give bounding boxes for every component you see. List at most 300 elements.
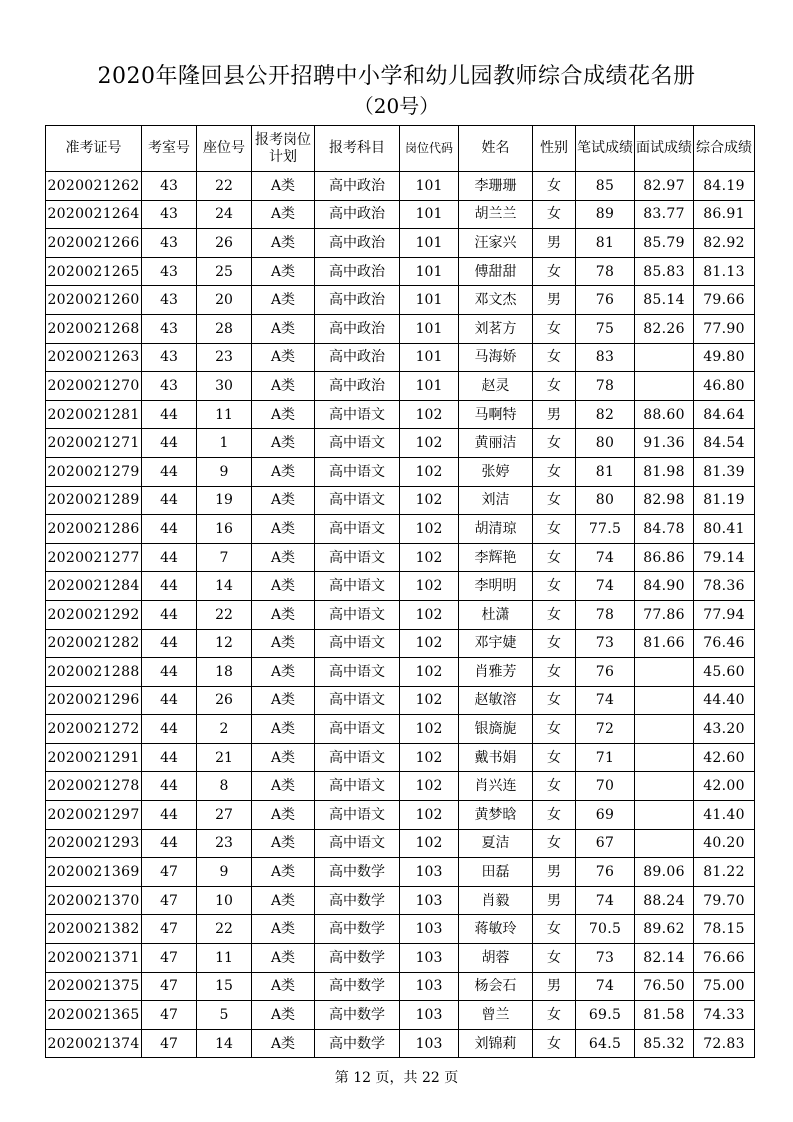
position-code-cell: 101 (400, 172, 459, 201)
written-score-cell: 81 (576, 229, 635, 258)
room-cell: 44 (142, 801, 197, 830)
subject-cell: 高中语文 (315, 457, 400, 486)
gender-cell: 女 (533, 1029, 576, 1058)
room-cell: 47 (142, 972, 197, 1001)
page-footer: 第 12 页，共 22 页 (334, 1070, 459, 1086)
subject-cell: 高中数学 (315, 858, 400, 887)
gender-cell: 女 (533, 915, 576, 944)
interview-score-cell: 81.58 (635, 1001, 694, 1030)
name-cell: 银旖旎 (459, 715, 533, 744)
gender-cell: 女 (533, 543, 576, 572)
written-score-cell: 70 (576, 772, 635, 801)
exam-id-cell: 2020021284 (46, 572, 142, 601)
position-code-cell: 103 (400, 972, 459, 1001)
room-cell: 44 (142, 743, 197, 772)
room-cell: 44 (142, 658, 197, 687)
position-code-cell: 102 (400, 801, 459, 830)
interview-score-cell: 89.06 (635, 858, 694, 887)
name-cell: 马海娇 (459, 343, 533, 372)
subject-cell: 高中语文 (315, 400, 400, 429)
seat-cell: 8 (197, 772, 252, 801)
page-subtitle: （20号） (353, 94, 440, 118)
interview-score-cell: 83.77 (635, 200, 694, 229)
seat-cell: 15 (197, 972, 252, 1001)
written-score-cell: 74 (576, 686, 635, 715)
total-score-cell: 46.80 (694, 372, 755, 401)
room-cell: 43 (142, 172, 197, 201)
header-subject: 报考科目 (315, 126, 400, 172)
position-plan-cell: A类 (252, 343, 315, 372)
position-plan-cell: A类 (252, 429, 315, 458)
name-cell: 邓文杰 (459, 286, 533, 315)
exam-id-cell: 2020021272 (46, 715, 142, 744)
interview-score-cell (635, 686, 694, 715)
gender-cell: 女 (533, 372, 576, 401)
room-cell: 47 (142, 858, 197, 887)
total-score-cell: 78.15 (694, 915, 755, 944)
exam-id-cell: 2020021262 (46, 172, 142, 201)
interview-score-cell: 85.79 (635, 229, 694, 258)
total-score-cell: 82.92 (694, 229, 755, 258)
gender-cell: 女 (533, 172, 576, 201)
subject-cell: 高中数学 (315, 972, 400, 1001)
written-score-cell: 70.5 (576, 915, 635, 944)
written-score-cell: 78 (576, 257, 635, 286)
table-row (46, 1001, 755, 1030)
table-body (46, 172, 755, 1058)
table-row (46, 515, 755, 544)
position-code-cell: 102 (400, 486, 459, 515)
interview-score-cell: 82.98 (635, 486, 694, 515)
name-cell: 肖兴连 (459, 772, 533, 801)
table-row (46, 600, 755, 629)
name-cell: 汪家兴 (459, 229, 533, 258)
position-code-cell: 103 (400, 858, 459, 887)
seat-cell: 30 (197, 372, 252, 401)
written-score-cell: 74 (576, 572, 635, 601)
seat-cell: 9 (197, 457, 252, 486)
exam-id-cell: 2020021277 (46, 543, 142, 572)
table-row (46, 200, 755, 229)
written-score-cell: 76 (576, 858, 635, 887)
written-score-cell: 67 (576, 829, 635, 858)
position-plan-cell: A类 (252, 372, 315, 401)
subject-cell: 高中政治 (315, 257, 400, 286)
written-score-cell: 81 (576, 457, 635, 486)
table-row (46, 229, 755, 258)
seat-cell: 18 (197, 658, 252, 687)
seat-cell: 14 (197, 1029, 252, 1058)
position-plan-cell: A类 (252, 314, 315, 343)
room-cell: 44 (142, 543, 197, 572)
written-score-cell: 75 (576, 314, 635, 343)
position-plan-cell: A类 (252, 801, 315, 830)
room-cell: 44 (142, 715, 197, 744)
position-code-cell: 103 (400, 886, 459, 915)
header-exam-id: 准考证号 (46, 126, 142, 172)
seat-cell: 23 (197, 343, 252, 372)
position-code-cell: 101 (400, 314, 459, 343)
gender-cell: 男 (533, 286, 576, 315)
position-plan-cell: A类 (252, 1029, 315, 1058)
written-score-cell: 69 (576, 801, 635, 830)
interview-score-cell: 85.83 (635, 257, 694, 286)
table-row (46, 400, 755, 429)
position-plan-cell: A类 (252, 915, 315, 944)
interview-score-cell (635, 829, 694, 858)
interview-score-cell: 89.62 (635, 915, 694, 944)
seat-cell: 24 (197, 200, 252, 229)
interview-score-cell: 82.26 (635, 314, 694, 343)
room-cell: 43 (142, 372, 197, 401)
total-score-cell: 81.19 (694, 486, 755, 515)
room-cell: 44 (142, 457, 197, 486)
table-row (46, 457, 755, 486)
exam-id-cell: 2020021263 (46, 343, 142, 372)
seat-cell: 27 (197, 801, 252, 830)
exam-id-cell: 2020021369 (46, 858, 142, 887)
gender-cell: 女 (533, 457, 576, 486)
subject-cell: 高中语文 (315, 572, 400, 601)
room-cell: 43 (142, 286, 197, 315)
exam-id-cell: 2020021296 (46, 686, 142, 715)
subject-cell: 高中语文 (315, 543, 400, 572)
written-score-cell: 80 (576, 486, 635, 515)
position-plan-cell: A类 (252, 1001, 315, 1030)
room-cell: 44 (142, 829, 197, 858)
total-score-cell: 86.91 (694, 200, 755, 229)
gender-cell: 女 (533, 515, 576, 544)
position-plan-cell: A类 (252, 743, 315, 772)
written-score-cell: 78 (576, 600, 635, 629)
gender-cell: 男 (533, 229, 576, 258)
gender-cell: 女 (533, 429, 576, 458)
subject-cell: 高中语文 (315, 515, 400, 544)
name-cell: 赵敏溶 (459, 686, 533, 715)
exam-id-cell: 2020021291 (46, 743, 142, 772)
subject-cell: 高中语文 (315, 772, 400, 801)
total-score-cell: 77.90 (694, 314, 755, 343)
position-code-cell: 102 (400, 743, 459, 772)
position-code-cell: 102 (400, 715, 459, 744)
room-cell: 43 (142, 200, 197, 229)
seat-cell: 22 (197, 915, 252, 944)
table-row (46, 686, 755, 715)
gender-cell: 男 (533, 858, 576, 887)
room-cell: 44 (142, 572, 197, 601)
total-score-cell: 40.20 (694, 829, 755, 858)
position-plan-cell: A类 (252, 572, 315, 601)
table-row (46, 858, 755, 887)
name-cell: 胡兰兰 (459, 200, 533, 229)
table-row (46, 429, 755, 458)
seat-cell: 1 (197, 429, 252, 458)
position-code-cell: 103 (400, 944, 459, 973)
gender-cell: 女 (533, 829, 576, 858)
written-score-cell: 76 (576, 286, 635, 315)
table-row (46, 543, 755, 572)
position-code-cell: 102 (400, 600, 459, 629)
table-row (46, 629, 755, 658)
total-score-cell: 81.22 (694, 858, 755, 887)
total-score-cell: 43.20 (694, 715, 755, 744)
written-score-cell: 77.5 (576, 515, 635, 544)
interview-score-cell: 88.60 (635, 400, 694, 429)
table-row (46, 743, 755, 772)
exam-id-cell: 2020021282 (46, 629, 142, 658)
gender-cell: 女 (533, 629, 576, 658)
name-cell: 傅甜甜 (459, 257, 533, 286)
interview-score-cell: 88.24 (635, 886, 694, 915)
total-score-cell: 42.60 (694, 743, 755, 772)
interview-score-cell (635, 343, 694, 372)
room-cell: 47 (142, 1029, 197, 1058)
gender-cell: 女 (533, 314, 576, 343)
position-plan-cell: A类 (252, 600, 315, 629)
position-code-cell: 102 (400, 658, 459, 687)
written-score-cell: 72 (576, 715, 635, 744)
exam-id-cell: 2020021289 (46, 486, 142, 515)
exam-id-cell: 2020021281 (46, 400, 142, 429)
position-plan-cell: A类 (252, 858, 315, 887)
room-cell: 44 (142, 600, 197, 629)
total-score-cell: 76.46 (694, 629, 755, 658)
name-cell: 刘茗方 (459, 314, 533, 343)
table-row (46, 886, 755, 915)
position-plan-cell: A类 (252, 543, 315, 572)
exam-id-cell: 2020021375 (46, 972, 142, 1001)
total-score-cell: 49.80 (694, 343, 755, 372)
header-total-score: 综合成绩 (694, 126, 755, 172)
name-cell: 田磊 (459, 858, 533, 887)
gender-cell: 女 (533, 257, 576, 286)
written-score-cell: 69.5 (576, 1001, 635, 1030)
exam-id-cell: 2020021297 (46, 801, 142, 830)
table-row (46, 829, 755, 858)
table-row (46, 286, 755, 315)
subject-cell: 高中政治 (315, 343, 400, 372)
name-cell: 李珊珊 (459, 172, 533, 201)
seat-cell: 25 (197, 257, 252, 286)
subject-cell: 高中语文 (315, 429, 400, 458)
table-row (46, 944, 755, 973)
position-plan-cell: A类 (252, 400, 315, 429)
name-cell: 蒋敏玲 (459, 915, 533, 944)
room-cell: 44 (142, 400, 197, 429)
seat-cell: 20 (197, 286, 252, 315)
subject-cell: 高中政治 (315, 229, 400, 258)
total-score-cell: 81.13 (694, 257, 755, 286)
subject-cell: 高中语文 (315, 743, 400, 772)
total-score-cell: 75.00 (694, 972, 755, 1001)
exam-id-cell: 2020021382 (46, 915, 142, 944)
seat-cell: 26 (197, 686, 252, 715)
seat-cell: 22 (197, 600, 252, 629)
room-cell: 43 (142, 314, 197, 343)
name-cell: 杜潇 (459, 600, 533, 629)
exam-id-cell: 2020021292 (46, 600, 142, 629)
interview-score-cell: 76.50 (635, 972, 694, 1001)
name-cell: 曾兰 (459, 1001, 533, 1030)
interview-score-cell: 91.36 (635, 429, 694, 458)
position-plan-cell: A类 (252, 886, 315, 915)
name-cell: 张婷 (459, 457, 533, 486)
position-code-cell: 102 (400, 772, 459, 801)
position-plan-cell: A类 (252, 486, 315, 515)
gender-cell: 男 (533, 886, 576, 915)
subject-cell: 高中政治 (315, 314, 400, 343)
seat-cell: 22 (197, 172, 252, 201)
gender-cell: 女 (533, 600, 576, 629)
exam-id-cell: 2020021264 (46, 200, 142, 229)
room-cell: 47 (142, 886, 197, 915)
written-score-cell: 80 (576, 429, 635, 458)
exam-id-cell: 2020021278 (46, 772, 142, 801)
seat-cell: 28 (197, 314, 252, 343)
header-gender: 性别 (533, 126, 576, 172)
name-cell: 邓宇婕 (459, 629, 533, 658)
position-plan-cell: A类 (252, 686, 315, 715)
exam-id-cell: 2020021268 (46, 314, 142, 343)
room-cell: 43 (142, 257, 197, 286)
written-score-cell: 74 (576, 972, 635, 1001)
seat-cell: 12 (197, 629, 252, 658)
name-cell: 刘洁 (459, 486, 533, 515)
table-row (46, 801, 755, 830)
header-interview-score: 面试成绩 (635, 126, 694, 172)
total-score-cell: 72.83 (694, 1029, 755, 1058)
interview-score-cell: 81.66 (635, 629, 694, 658)
position-code-cell: 101 (400, 286, 459, 315)
header-seat: 座位号 (197, 126, 252, 172)
subject-cell: 高中语文 (315, 629, 400, 658)
position-code-cell: 102 (400, 572, 459, 601)
position-code-cell: 103 (400, 1001, 459, 1030)
seat-cell: 7 (197, 543, 252, 572)
gender-cell: 女 (533, 1001, 576, 1030)
room-cell: 43 (142, 343, 197, 372)
total-score-cell: 84.64 (694, 400, 755, 429)
gender-cell: 女 (533, 772, 576, 801)
subject-cell: 高中数学 (315, 886, 400, 915)
seat-cell: 11 (197, 944, 252, 973)
exam-id-cell: 2020021370 (46, 886, 142, 915)
total-score-cell: 41.40 (694, 801, 755, 830)
written-score-cell: 71 (576, 743, 635, 772)
position-code-cell: 101 (400, 372, 459, 401)
interview-score-cell: 81.98 (635, 457, 694, 486)
name-cell: 黄梦晗 (459, 801, 533, 830)
total-score-cell: 79.14 (694, 543, 755, 572)
total-score-cell: 74.33 (694, 1001, 755, 1030)
room-cell: 43 (142, 229, 197, 258)
table-row (46, 972, 755, 1001)
seat-cell: 16 (197, 515, 252, 544)
room-cell: 44 (142, 486, 197, 515)
name-cell: 肖雅芳 (459, 658, 533, 687)
subject-cell: 高中语文 (315, 658, 400, 687)
table-row (46, 1029, 755, 1058)
gender-cell: 女 (533, 200, 576, 229)
name-cell: 肖毅 (459, 886, 533, 915)
table-row (46, 915, 755, 944)
position-code-cell: 102 (400, 629, 459, 658)
position-plan-cell: A类 (252, 172, 315, 201)
table-row (46, 372, 755, 401)
interview-score-cell (635, 801, 694, 830)
subject-cell: 高中数学 (315, 915, 400, 944)
subject-cell: 高中语文 (315, 600, 400, 629)
interview-score-cell: 77.86 (635, 600, 694, 629)
subject-cell: 高中语文 (315, 829, 400, 858)
gender-cell: 女 (533, 658, 576, 687)
total-score-cell: 79.70 (694, 886, 755, 915)
room-cell: 44 (142, 629, 197, 658)
position-plan-cell: A类 (252, 972, 315, 1001)
subject-cell: 高中数学 (315, 944, 400, 973)
position-plan-cell: A类 (252, 286, 315, 315)
interview-score-cell (635, 372, 694, 401)
written-score-cell: 89 (576, 200, 635, 229)
subject-cell: 高中政治 (315, 200, 400, 229)
exam-id-cell: 2020021365 (46, 1001, 142, 1030)
name-cell: 李辉艳 (459, 543, 533, 572)
subject-cell: 高中政治 (315, 286, 400, 315)
table-row (46, 658, 755, 687)
total-score-cell: 42.00 (694, 772, 755, 801)
header-position-code: 岗位代码 (400, 126, 459, 172)
position-code-cell: 102 (400, 543, 459, 572)
total-score-cell: 44.40 (694, 686, 755, 715)
total-score-cell: 79.66 (694, 286, 755, 315)
header-written-score: 笔试成绩 (576, 126, 635, 172)
exam-id-cell: 2020021293 (46, 829, 142, 858)
header-position-plan: 报考岗位计划 (252, 126, 315, 172)
exam-id-cell: 2020021374 (46, 1029, 142, 1058)
position-plan-cell: A类 (252, 457, 315, 486)
position-plan-cell: A类 (252, 229, 315, 258)
room-cell: 47 (142, 1001, 197, 1030)
interview-score-cell: 85.32 (635, 1029, 694, 1058)
room-cell: 44 (142, 772, 197, 801)
interview-score-cell (635, 743, 694, 772)
subject-cell: 高中语文 (315, 686, 400, 715)
header-name: 姓名 (459, 126, 533, 172)
position-plan-cell: A类 (252, 715, 315, 744)
position-code-cell: 102 (400, 515, 459, 544)
seat-cell: 23 (197, 829, 252, 858)
position-code-cell: 102 (400, 686, 459, 715)
exam-id-cell: 2020021286 (46, 515, 142, 544)
written-score-cell: 64.5 (576, 1029, 635, 1058)
gender-cell: 女 (533, 572, 576, 601)
interview-score-cell: 86.86 (635, 543, 694, 572)
total-score-cell: 77.94 (694, 600, 755, 629)
exam-id-cell: 2020021279 (46, 457, 142, 486)
written-score-cell: 85 (576, 172, 635, 201)
exam-id-cell: 2020021371 (46, 944, 142, 973)
total-score-cell: 76.66 (694, 944, 755, 973)
table-row (46, 772, 755, 801)
written-score-cell: 73 (576, 944, 635, 973)
subject-cell: 高中数学 (315, 1029, 400, 1058)
gender-cell: 女 (533, 686, 576, 715)
room-cell: 44 (142, 686, 197, 715)
interview-score-cell: 82.14 (635, 944, 694, 973)
subject-cell: 高中语文 (315, 715, 400, 744)
total-score-cell: 84.54 (694, 429, 755, 458)
table-row (46, 343, 755, 372)
